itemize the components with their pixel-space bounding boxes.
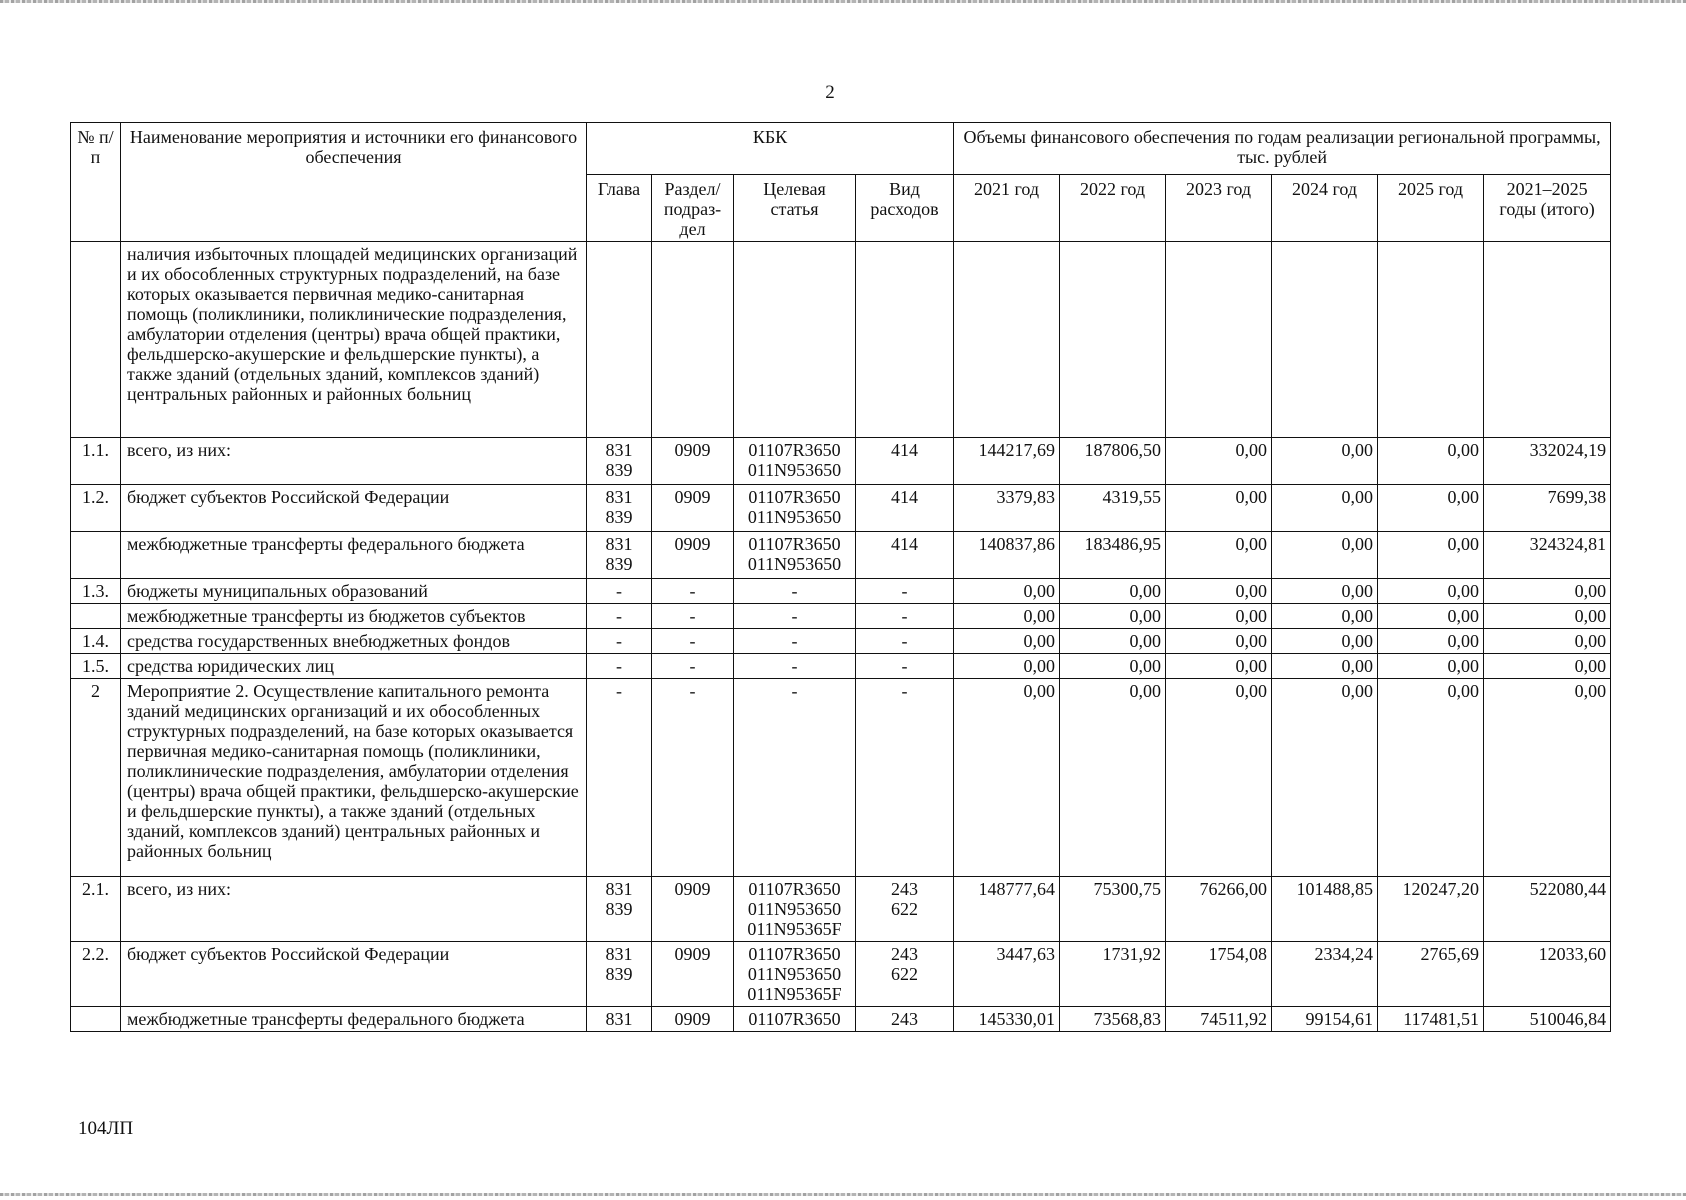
row-2025: 0,00 bbox=[1378, 438, 1484, 485]
header-celevaya: Целевая статья bbox=[734, 175, 856, 242]
row-celevaya: - bbox=[734, 629, 856, 654]
row-2024: 0,00 bbox=[1272, 532, 1378, 579]
row-total bbox=[1484, 242, 1611, 438]
row-2021: 0,00 bbox=[954, 604, 1060, 629]
financing-table bbox=[70, 122, 1611, 1032]
table-row bbox=[71, 1007, 1611, 1032]
row-2021: 0,00 bbox=[954, 579, 1060, 604]
row-razdel: 0909 bbox=[652, 877, 734, 942]
row-razdel: - bbox=[652, 629, 734, 654]
row-2023: 1754,08 bbox=[1166, 942, 1272, 1007]
header-name: Наименование мероприятия и источники его финансового обеспечения bbox=[121, 123, 587, 242]
row-2021: 144217,69 bbox=[954, 438, 1060, 485]
row-celevaya: 01107R3650 011N953650 011N95365F bbox=[734, 877, 856, 942]
row-2025: 2765,69 bbox=[1378, 942, 1484, 1007]
row-vid: - bbox=[856, 654, 954, 679]
row-glava: - bbox=[587, 629, 652, 654]
row-2024: 99154,61 bbox=[1272, 1007, 1378, 1032]
row-celevaya: 01107R3650 011N953650 bbox=[734, 438, 856, 485]
row-2025: 0,00 bbox=[1378, 604, 1484, 629]
row-glava bbox=[587, 242, 652, 438]
row-celevaya: 01107R3650 bbox=[734, 1007, 856, 1032]
row-celevaya: - bbox=[734, 654, 856, 679]
row-2023: 0,00 bbox=[1166, 654, 1272, 679]
row-name: бюджет субъектов Российской Федерации bbox=[121, 942, 587, 1007]
header-total: 2021–2025 годы (итого) bbox=[1484, 175, 1611, 242]
row-2025: 0,00 bbox=[1378, 579, 1484, 604]
row-2023: 76266,00 bbox=[1166, 877, 1272, 942]
row-2021: 3447,63 bbox=[954, 942, 1060, 1007]
header-2022: 2022 год bbox=[1060, 175, 1166, 242]
row-2025: 0,00 bbox=[1378, 629, 1484, 654]
row-2024: 0,00 bbox=[1272, 438, 1378, 485]
row-2025 bbox=[1378, 242, 1484, 438]
header-2025: 2025 год bbox=[1378, 175, 1484, 242]
row-num bbox=[71, 1007, 121, 1032]
row-glava: 831 839 bbox=[587, 877, 652, 942]
row-razdel: - bbox=[652, 579, 734, 604]
row-2021: 140837,86 bbox=[954, 532, 1060, 579]
row-num: 1.2. bbox=[71, 485, 121, 532]
row-vid bbox=[856, 242, 954, 438]
row-num: 1.4. bbox=[71, 629, 121, 654]
row-vid: 243 bbox=[856, 1007, 954, 1032]
row-2021: 0,00 bbox=[954, 629, 1060, 654]
header-kbk: КБК bbox=[587, 123, 954, 175]
row-vid: 243 622 bbox=[856, 877, 954, 942]
row-num: 1.5. bbox=[71, 654, 121, 679]
row-razdel: 0909 bbox=[652, 438, 734, 485]
row-2021: 148777,64 bbox=[954, 877, 1060, 942]
row-razdel: - bbox=[652, 654, 734, 679]
row-total: 12033,60 bbox=[1484, 942, 1611, 1007]
table-row bbox=[71, 532, 1611, 579]
row-2025: 0,00 bbox=[1378, 485, 1484, 532]
row-total: 510046,84 bbox=[1484, 1007, 1611, 1032]
row-2023: 0,00 bbox=[1166, 629, 1272, 654]
row-vid: - bbox=[856, 679, 954, 877]
row-2021: 145330,01 bbox=[954, 1007, 1060, 1032]
row-name: межбюджетные трансферты федерального бюджета bbox=[121, 1007, 587, 1032]
row-2022: 73568,83 bbox=[1060, 1007, 1166, 1032]
header-2023: 2023 год bbox=[1166, 175, 1272, 242]
header-2024: 2024 год bbox=[1272, 175, 1378, 242]
row-name: наличия избыточных площадей медицинских организаций и их обособленных структурных подразделений, на базе которых оказывается первичная медико-санитарная помощь (поликлиники, поликлинические подразделения, амбулатории отделения (центры) врача общей практики, фельдшерско-акушерские и фельдшерские пункты), а также зданий (отдельных зданий, комплексов зданий) центральных районных и районных больниц bbox=[121, 242, 587, 438]
row-2023: 0,00 bbox=[1166, 679, 1272, 877]
row-razdel: 0909 bbox=[652, 942, 734, 1007]
row-2022 bbox=[1060, 242, 1166, 438]
row-vid: 414 bbox=[856, 485, 954, 532]
row-2023: 0,00 bbox=[1166, 438, 1272, 485]
row-vid: - bbox=[856, 604, 954, 629]
scan-edge-bottom bbox=[0, 1193, 1686, 1196]
row-vid: - bbox=[856, 629, 954, 654]
row-2022: 0,00 bbox=[1060, 629, 1166, 654]
row-name: средства государственных внебюджетных фондов bbox=[121, 629, 587, 654]
row-glava: 831 bbox=[587, 1007, 652, 1032]
row-name: средства юридических лиц bbox=[121, 654, 587, 679]
document-code: 104ЛП bbox=[78, 1118, 134, 1139]
row-2025: 0,00 bbox=[1378, 679, 1484, 877]
row-razdel: 0909 bbox=[652, 1007, 734, 1032]
row-num: 1.3. bbox=[71, 579, 121, 604]
row-2023: 0,00 bbox=[1166, 579, 1272, 604]
row-vid: 414 bbox=[856, 438, 954, 485]
row-num: 2.2. bbox=[71, 942, 121, 1007]
row-vid: 243 622 bbox=[856, 942, 954, 1007]
row-2024 bbox=[1272, 242, 1378, 438]
row-vid: 414 bbox=[856, 532, 954, 579]
row-celevaya: - bbox=[734, 604, 856, 629]
row-2022: 0,00 bbox=[1060, 579, 1166, 604]
page-number: 2 bbox=[825, 82, 835, 103]
row-razdel: - bbox=[652, 679, 734, 877]
header-num: № п/п bbox=[71, 123, 121, 242]
table-row bbox=[71, 877, 1611, 942]
row-total: 0,00 bbox=[1484, 654, 1611, 679]
row-num: 2 bbox=[71, 679, 121, 877]
table-row bbox=[71, 679, 1611, 877]
row-2022: 4319,55 bbox=[1060, 485, 1166, 532]
header-glava: Глава bbox=[587, 175, 652, 242]
row-2022: 0,00 bbox=[1060, 679, 1166, 877]
table-row bbox=[71, 438, 1611, 485]
row-2024: 0,00 bbox=[1272, 629, 1378, 654]
row-total: 332024,19 bbox=[1484, 438, 1611, 485]
row-celevaya bbox=[734, 242, 856, 438]
row-razdel: 0909 bbox=[652, 532, 734, 579]
table-row bbox=[71, 654, 1611, 679]
row-name: межбюджетные трансферты федерального бюджета bbox=[121, 532, 587, 579]
row-2024: 2334,24 bbox=[1272, 942, 1378, 1007]
row-num bbox=[71, 532, 121, 579]
row-num: 1.1. bbox=[71, 438, 121, 485]
table-row bbox=[71, 629, 1611, 654]
row-name: Мероприятие 2. Осуществление капитального ремонта зданий медицинских организаций и их обособленных структурных подразделений, на базе которых оказывается первичная медико-санитарная помощь (поликлиники, поликлинические подразделения, амбулатории отделения (центры) врача общей практики, фельдшерско-акушерские и фельдшерские пункты), а также зданий (отдельных зданий, комплексов зданий) центральных районных и районных больниц bbox=[121, 679, 587, 877]
row-2024: 0,00 bbox=[1272, 579, 1378, 604]
scan-edge-top bbox=[0, 0, 1686, 3]
row-celevaya: 01107R3650 011N953650 011N95365F bbox=[734, 942, 856, 1007]
row-glava: - bbox=[587, 579, 652, 604]
row-total: 0,00 bbox=[1484, 604, 1611, 629]
table-row bbox=[71, 242, 1611, 438]
row-glava: 831 839 bbox=[587, 438, 652, 485]
row-total: 0,00 bbox=[1484, 629, 1611, 654]
row-2024: 0,00 bbox=[1272, 654, 1378, 679]
row-2025: 117481,51 bbox=[1378, 1007, 1484, 1032]
row-glava: - bbox=[587, 654, 652, 679]
row-2025: 0,00 bbox=[1378, 532, 1484, 579]
row-2023: 0,00 bbox=[1166, 532, 1272, 579]
row-2022: 187806,50 bbox=[1060, 438, 1166, 485]
row-celevaya: 01107R3650 011N953650 bbox=[734, 485, 856, 532]
row-celevaya: - bbox=[734, 679, 856, 877]
row-2024: 0,00 bbox=[1272, 679, 1378, 877]
row-2022: 1731,92 bbox=[1060, 942, 1166, 1007]
row-2023: 74511,92 bbox=[1166, 1007, 1272, 1032]
row-2024: 101488,85 bbox=[1272, 877, 1378, 942]
row-razdel bbox=[652, 242, 734, 438]
header-razdel: Раздел/ подраз-дел bbox=[652, 175, 734, 242]
row-celevaya: - bbox=[734, 579, 856, 604]
row-name: всего, из них: bbox=[121, 877, 587, 942]
row-total: 324324,81 bbox=[1484, 532, 1611, 579]
row-2023: 0,00 bbox=[1166, 604, 1272, 629]
table-row bbox=[71, 942, 1611, 1007]
row-total: 0,00 bbox=[1484, 579, 1611, 604]
row-2023: 0,00 bbox=[1166, 485, 1272, 532]
row-2024: 0,00 bbox=[1272, 604, 1378, 629]
row-name: бюджеты муниципальных образований bbox=[121, 579, 587, 604]
row-2022: 183486,95 bbox=[1060, 532, 1166, 579]
row-2024: 0,00 bbox=[1272, 485, 1378, 532]
row-glava: - bbox=[587, 679, 652, 877]
row-2022: 75300,75 bbox=[1060, 877, 1166, 942]
header-vid: Вид расходов bbox=[856, 175, 954, 242]
row-glava: 831 839 bbox=[587, 942, 652, 1007]
row-razdel: 0909 bbox=[652, 485, 734, 532]
header-volumes: Объемы финансового обеспечения по годам реализации региональной программы, тыс. рублей bbox=[954, 123, 1611, 175]
table-row bbox=[71, 579, 1611, 604]
row-2021: 0,00 bbox=[954, 654, 1060, 679]
row-2021 bbox=[954, 242, 1060, 438]
row-2025: 0,00 bbox=[1378, 654, 1484, 679]
row-2021: 3379,83 bbox=[954, 485, 1060, 532]
row-celevaya: 01107R3650 011N953650 bbox=[734, 532, 856, 579]
row-2022: 0,00 bbox=[1060, 604, 1166, 629]
row-2022: 0,00 bbox=[1060, 654, 1166, 679]
row-num bbox=[71, 604, 121, 629]
row-total: 7699,38 bbox=[1484, 485, 1611, 532]
table-row bbox=[71, 485, 1611, 532]
table-row bbox=[71, 604, 1611, 629]
row-total: 522080,44 bbox=[1484, 877, 1611, 942]
header-2021: 2021 год bbox=[954, 175, 1060, 242]
row-total: 0,00 bbox=[1484, 679, 1611, 877]
row-name: межбюджетные трансферты из бюджетов субъектов bbox=[121, 604, 587, 629]
row-glava: 831 839 bbox=[587, 485, 652, 532]
row-name: бюджет субъектов Российской Федерации bbox=[121, 485, 587, 532]
row-2025: 120247,20 bbox=[1378, 877, 1484, 942]
row-razdel: - bbox=[652, 604, 734, 629]
row-vid: - bbox=[856, 579, 954, 604]
row-num bbox=[71, 242, 121, 438]
row-2021: 0,00 bbox=[954, 679, 1060, 877]
row-num: 2.1. bbox=[71, 877, 121, 942]
row-name: всего, из них: bbox=[121, 438, 587, 485]
row-2023 bbox=[1166, 242, 1272, 438]
row-glava: - bbox=[587, 604, 652, 629]
row-glava: 831 839 bbox=[587, 532, 652, 579]
